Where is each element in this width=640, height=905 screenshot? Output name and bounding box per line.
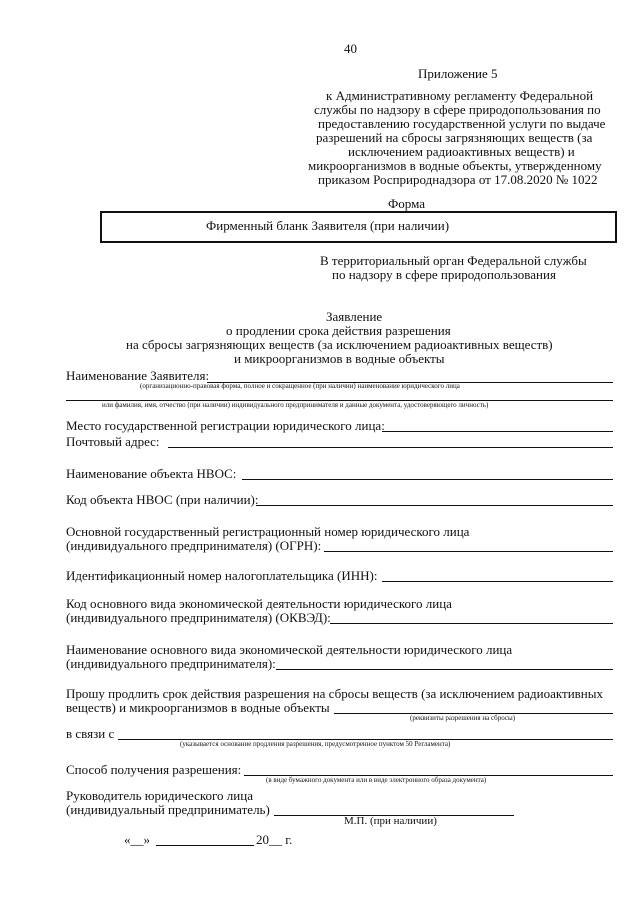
stamp-label: М.П. (при наличии): [344, 815, 437, 827]
date-month-line[interactable]: [156, 845, 254, 846]
activity-line[interactable]: [276, 669, 613, 670]
appendix-line: к Административному регламенту Федеральной: [326, 88, 594, 103]
appendix-line: микроорганизмов в водные объекты, утвержденному: [308, 158, 602, 173]
postal-address-line[interactable]: [168, 447, 613, 448]
title-line: о продлении срока действия разрешения: [226, 323, 451, 338]
object-code-line[interactable]: [256, 505, 613, 506]
method-hint: (в виде бумажного документа или в виде электронного образа документа): [266, 776, 487, 784]
inn-line[interactable]: [382, 581, 613, 582]
activity-label-2: (индивидуального предпринимателя):: [66, 656, 276, 671]
title-line: на сбросы загрязняющих веществ (за исключением радиоактивных веществ): [126, 337, 553, 352]
okved-label: Код основного вида экономической деятельности юридического лица: [66, 596, 452, 611]
registration-place-label: Место государственной регистрации юридического лица:: [66, 418, 385, 433]
postal-address-label: Почтовый адрес:: [66, 434, 160, 449]
appendix-line: службы по надзору в сфере природопользования по: [314, 102, 601, 117]
object-code-label: Код объекта НВОС (при наличии):: [66, 492, 259, 507]
applicant-name-label: Наименование Заявителя:: [66, 368, 210, 383]
activity-label: Наименование основного вида экономической деятельности юридического лица: [66, 642, 513, 657]
title-line: и микроорганизмов в водные объекты: [234, 351, 445, 366]
appendix-title: Приложение 5: [418, 66, 498, 81]
okved-line[interactable]: [330, 623, 613, 624]
ogrn-label-2: (индивидуального предпринимателя) (ОГРН):: [66, 538, 322, 553]
addressee-line: В территориальный орган Федеральной службы: [320, 253, 587, 268]
permit-details-hint: (реквизиты разрешения на сбросы): [410, 714, 516, 722]
ogrn-label: Основной государственный регистрационный номер юридического лица: [66, 524, 470, 539]
registration-place-line[interactable]: [382, 431, 613, 432]
method-label: Способ получения разрешения:: [66, 762, 242, 777]
addressee-line: по надзору в сфере природопользования: [332, 267, 556, 282]
letterhead-label: Фирменный бланк Заявителя (при наличии): [206, 218, 450, 233]
reason-hint: (указывается основание продления разрешения, предусмотренное пунктом 50 Регламента): [180, 740, 451, 748]
appendix-line: приказом Росприроднадзора от 17.08.2020 № 1022: [318, 172, 598, 187]
head-label: Руководитель юридического лица: [66, 788, 253, 803]
appendix-line: разрешений на сбросы загрязняющих веществ (за: [316, 130, 593, 145]
applicant-name-hint-2: или фамилия, имя, отчество (при наличии) индивидуального предпринимателя и данные документа, удостоверяющего личность): [102, 401, 489, 409]
ogrn-line[interactable]: [324, 551, 613, 552]
letterhead-box: [100, 211, 617, 243]
date-day: «__»: [124, 832, 150, 847]
object-name-label: Наименование объекта НВОС:: [66, 466, 237, 481]
request-text-2: веществ) и микроорганизмов в водные объекты: [66, 700, 330, 715]
applicant-name-hint: (организационно-правовая форма, полное и сокращенное (при наличии) наименование юридического лица: [140, 382, 460, 390]
inn-label: Идентификационный номер налогоплательщика (ИНН):: [66, 568, 378, 583]
head-label-2: (индивидуальный предприниматель): [66, 802, 270, 817]
form-label: Форма: [388, 196, 425, 211]
reason-label: в связи с: [66, 726, 115, 741]
date-year: 20__ г.: [256, 832, 293, 847]
page-number: 40: [344, 41, 357, 56]
appendix-line: предоставлению государственной услуги по выдаче: [318, 116, 606, 131]
appendix-line: исключением радиоактивных веществ) и: [348, 144, 575, 159]
title-line: Заявление: [326, 309, 383, 324]
object-name-line[interactable]: [242, 479, 613, 480]
request-text: Прошу продлить срок действия разрешения на сбросы веществ (за исключением радиоактивных: [66, 686, 603, 701]
okved-label-2: (индивидуального предпринимателя) (ОКВЭД):: [66, 610, 331, 625]
